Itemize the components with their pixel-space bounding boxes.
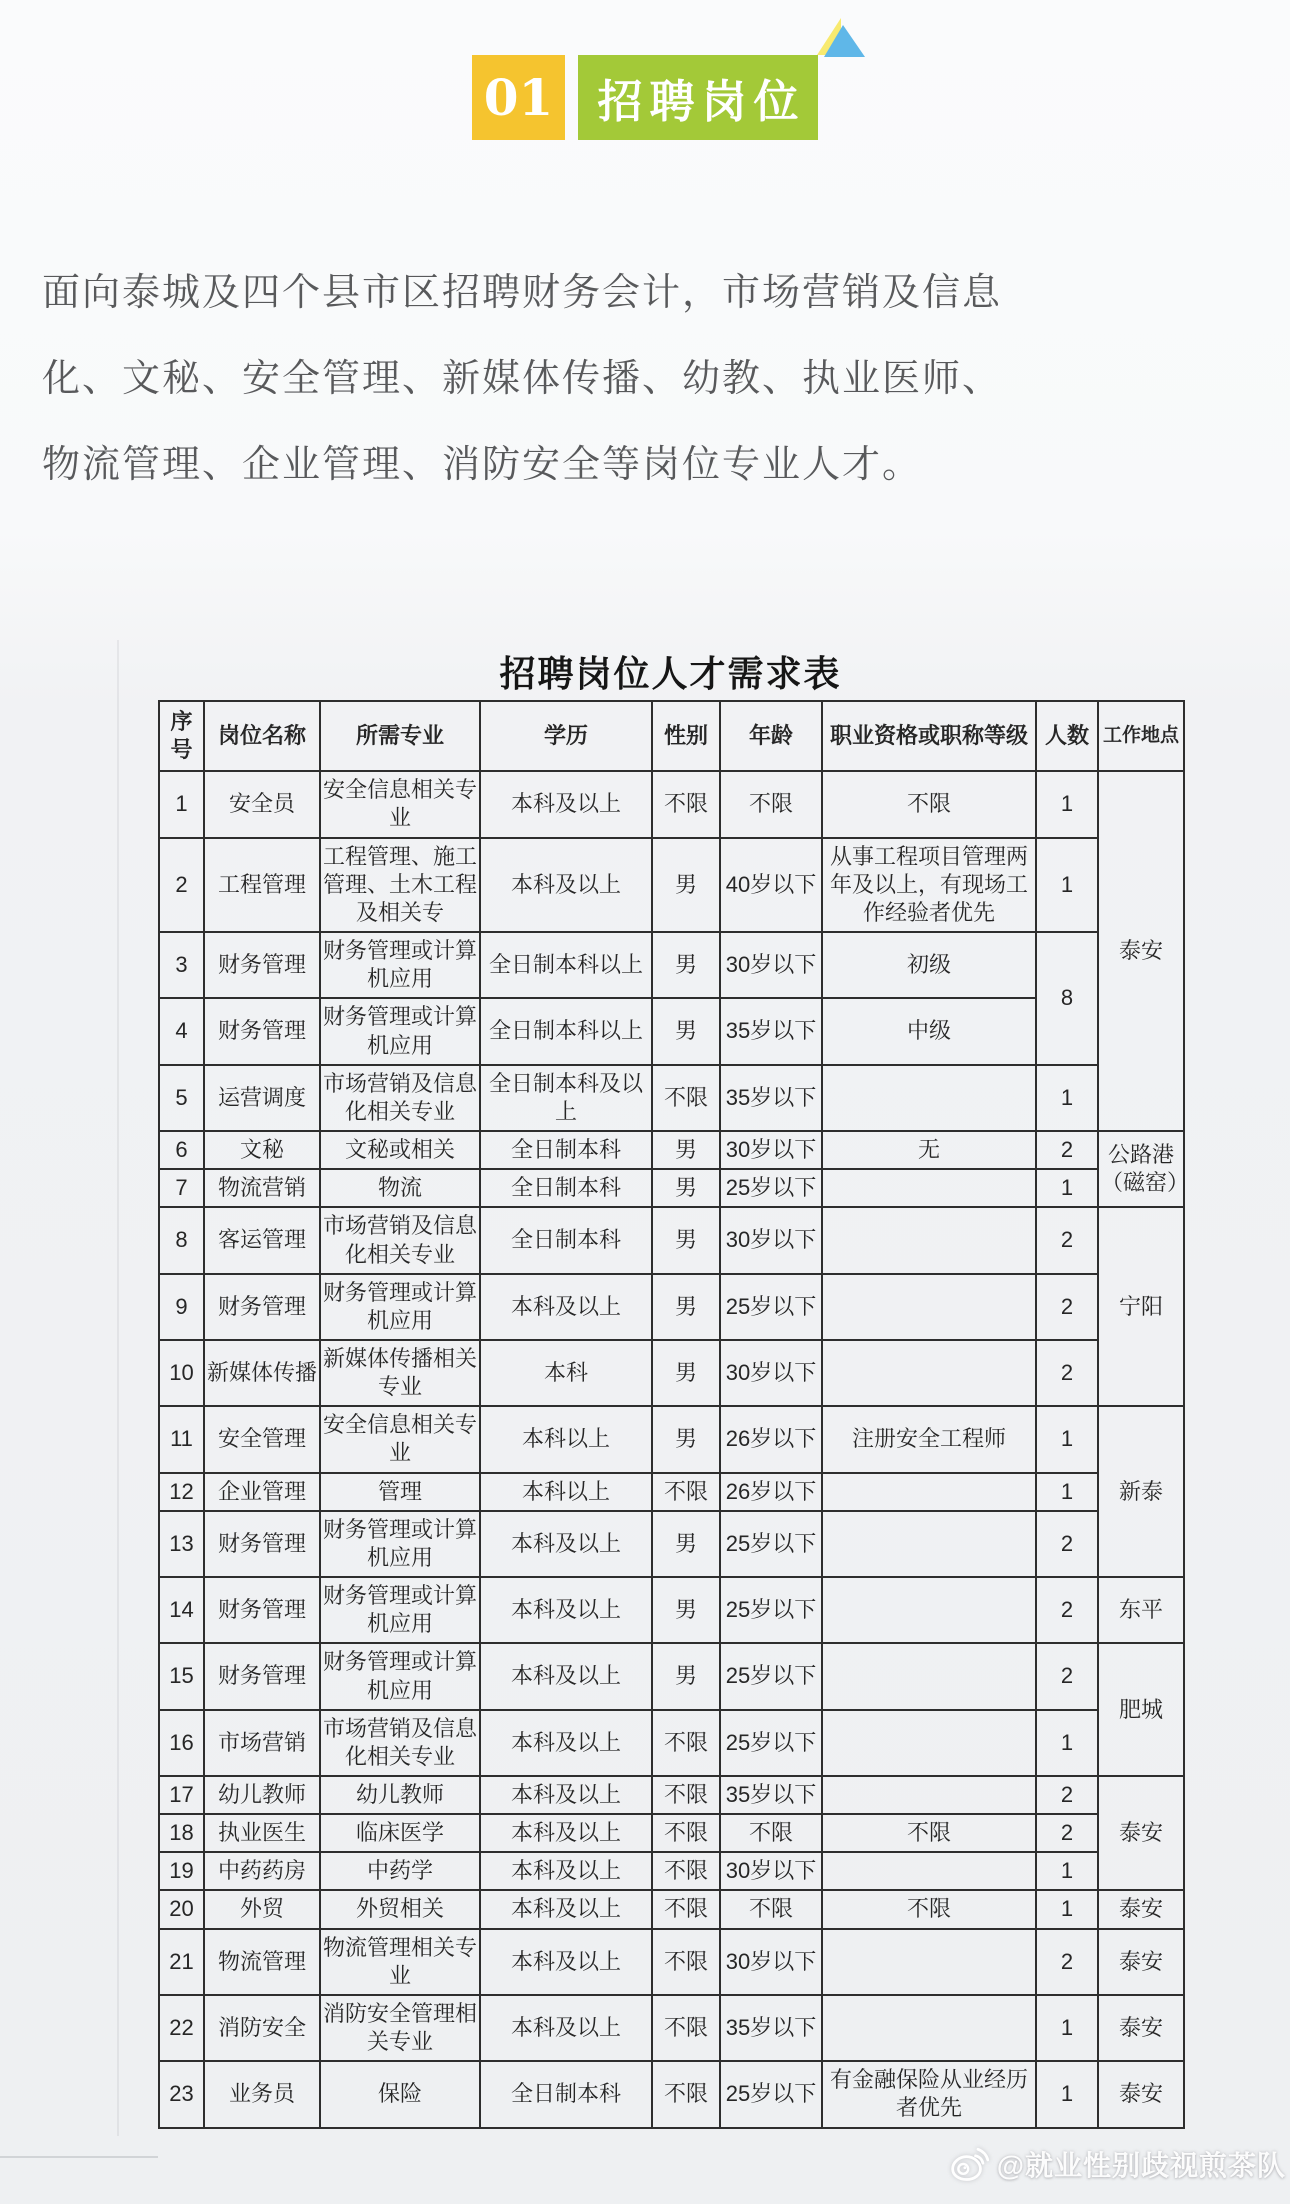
- cell-position: 新媒体传播: [204, 1340, 320, 1406]
- cell-major: 市场营销及信息化相关专业: [320, 1207, 480, 1273]
- scan-edge-horizontal: [0, 2156, 158, 2158]
- cell-major: 财务管理或计算机应用: [320, 932, 480, 998]
- cell-major: 市场营销及信息化相关专业: [320, 1065, 480, 1131]
- cell-major: 财务管理或计算机应用: [320, 1577, 480, 1643]
- cell-position: 市场营销: [204, 1710, 320, 1776]
- table-row: [159, 998, 1184, 1064]
- cell-qualification: [822, 1473, 1036, 1511]
- section-title-badge: 招聘岗位: [578, 55, 818, 140]
- cell-count: 1: [1036, 771, 1098, 837]
- cell-qualification: [822, 1929, 1036, 1995]
- section-header: [472, 55, 818, 140]
- cell-gender: 不限: [652, 1890, 720, 1928]
- cell-age: 25岁以下: [720, 1274, 822, 1340]
- cell-education: 全日制本科: [480, 1131, 652, 1169]
- cell-age: 30岁以下: [720, 1207, 822, 1273]
- cell-gender: 男: [652, 932, 720, 998]
- cell-location: 泰安: [1098, 771, 1184, 1131]
- table-row: [159, 771, 1184, 837]
- cell-position: 财务管理: [204, 1577, 320, 1643]
- watermark-text: @就业性别歧视煎茶队: [996, 2150, 1286, 2181]
- cell-age: 30岁以下: [720, 1852, 822, 1890]
- cell-major: 幼儿教师: [320, 1776, 480, 1814]
- table-row: [159, 1207, 1184, 1273]
- cell-position: 工程管理: [204, 838, 320, 932]
- cell-no: 3: [159, 932, 204, 998]
- cell-no: 12: [159, 1473, 204, 1511]
- table-row: [159, 1511, 1184, 1577]
- cell-qualification: [822, 1710, 1036, 1776]
- cell-qualification: 注册安全工程师: [822, 1406, 1036, 1472]
- table-row: [159, 1890, 1184, 1928]
- column-header-gender: 性别: [652, 701, 720, 771]
- cell-qualification: 无: [822, 1131, 1036, 1169]
- cell-count: 2: [1036, 1577, 1098, 1643]
- cell-qualification: 不限: [822, 771, 1036, 837]
- cell-major: 物流管理相关专业: [320, 1929, 480, 1995]
- column-header-location: 工作地点: [1098, 701, 1184, 771]
- cell-age: 不限: [720, 771, 822, 837]
- cell-count: 1: [1036, 1852, 1098, 1890]
- cell-no: 20: [159, 1890, 204, 1928]
- cell-no: 17: [159, 1776, 204, 1814]
- table-row: [159, 1274, 1184, 1340]
- cell-major: 安全信息相关专业: [320, 771, 480, 837]
- cell-age: 35岁以下: [720, 1065, 822, 1131]
- cell-gender: 不限: [652, 1995, 720, 2061]
- cell-qualification: 初级: [822, 932, 1036, 998]
- table-row: [159, 1131, 1184, 1169]
- cell-age: 26岁以下: [720, 1473, 822, 1511]
- intro-line: 物流管理、企业管理、消防安全等岗位专业人才。: [42, 444, 923, 486]
- cell-no: 9: [159, 1274, 204, 1340]
- cell-major: 文秘或相关: [320, 1131, 480, 1169]
- cell-gender: 男: [652, 1577, 720, 1643]
- cell-no: 16: [159, 1710, 204, 1776]
- table-row: [159, 1577, 1184, 1643]
- cell-count: 1: [1036, 1065, 1098, 1131]
- table-row: [159, 2061, 1184, 2127]
- cell-position: 财务管理: [204, 1511, 320, 1577]
- table-row: [159, 1929, 1184, 1995]
- cell-no: 11: [159, 1406, 204, 1472]
- cell-gender: 不限: [652, 1852, 720, 1890]
- cell-count: 2: [1036, 1643, 1098, 1709]
- table-row: [159, 932, 1184, 998]
- cell-position: 文秘: [204, 1131, 320, 1169]
- cell-no: 23: [159, 2061, 204, 2127]
- cell-major: 安全信息相关专业: [320, 1406, 480, 1472]
- cell-age: 不限: [720, 1814, 822, 1852]
- cell-age: 26岁以下: [720, 1406, 822, 1472]
- cell-position: 安全管理: [204, 1406, 320, 1472]
- cell-education: 全日制本科: [480, 1207, 652, 1273]
- cell-count: 2: [1036, 1131, 1098, 1169]
- cell-no: 1: [159, 771, 204, 837]
- cell-education: 本科: [480, 1340, 652, 1406]
- column-header-count: 人数: [1036, 701, 1098, 771]
- cell-gender: 男: [652, 1406, 720, 1472]
- cell-major: 财务管理或计算机应用: [320, 1643, 480, 1709]
- cell-location: 泰安: [1098, 1929, 1184, 1995]
- cell-count: 8: [1036, 932, 1098, 1065]
- cell-major: 消防安全管理相关专业: [320, 1995, 480, 2061]
- cell-position: 外贸: [204, 1890, 320, 1928]
- cell-age: 25岁以下: [720, 1511, 822, 1577]
- cell-qualification: 从事工程项目管理两年及以上，有现场工作经验者优先: [822, 838, 1036, 932]
- cell-education: 本科及以上: [480, 1890, 652, 1928]
- cell-education: 全日制本科及以上: [480, 1065, 652, 1131]
- table-row: [159, 1340, 1184, 1406]
- cell-position: 业务员: [204, 2061, 320, 2127]
- column-header-no: 序号: [159, 701, 204, 771]
- cell-position: 执业医生: [204, 1814, 320, 1852]
- cell-qualification: 不限: [822, 1814, 1036, 1852]
- column-header-education: 学历: [480, 701, 652, 771]
- cell-no: 5: [159, 1065, 204, 1131]
- cell-count: 1: [1036, 1169, 1098, 1207]
- column-header-major: 所需专业: [320, 701, 480, 771]
- cell-education: 全日制本科以上: [480, 932, 652, 998]
- cell-no: 15: [159, 1643, 204, 1709]
- table-header-row: [159, 701, 1184, 771]
- cell-age: 40岁以下: [720, 838, 822, 932]
- cell-qualification: [822, 1995, 1036, 2061]
- cell-education: 全日制本科: [480, 1169, 652, 1207]
- table-row: [159, 838, 1184, 932]
- cell-major: 工程管理、施工管理、土木工程及相关专: [320, 838, 480, 932]
- cell-qualification: [822, 1065, 1036, 1131]
- table-row: [159, 1065, 1184, 1131]
- cell-age: 不限: [720, 1890, 822, 1928]
- cell-qualification: [822, 1274, 1036, 1340]
- cell-location: 泰安: [1098, 2061, 1184, 2127]
- cell-education: 本科及以上: [480, 1643, 652, 1709]
- cell-education: 本科及以上: [480, 838, 652, 932]
- cell-education: 全日制本科以上: [480, 998, 652, 1064]
- cell-education: 本科及以上: [480, 1852, 652, 1890]
- cell-qualification: 有金融保险从业经历者优先: [822, 2061, 1036, 2127]
- cell-position: 财务管理: [204, 998, 320, 1064]
- cell-location: 泰安: [1098, 1776, 1184, 1890]
- cell-qualification: [822, 1169, 1036, 1207]
- cell-major: 保险: [320, 2061, 480, 2127]
- cell-count: 2: [1036, 1511, 1098, 1577]
- cell-position: 幼儿教师: [204, 1776, 320, 1814]
- cell-position: 财务管理: [204, 1643, 320, 1709]
- cell-age: 25岁以下: [720, 2061, 822, 2127]
- cell-education: 本科及以上: [480, 1274, 652, 1340]
- cell-no: 13: [159, 1511, 204, 1577]
- cell-age: 30岁以下: [720, 1340, 822, 1406]
- cell-gender: 男: [652, 1169, 720, 1207]
- cell-position: 财务管理: [204, 932, 320, 998]
- cell-gender: 男: [652, 1511, 720, 1577]
- column-header-age: 年龄: [720, 701, 822, 771]
- cell-education: 本科及以上: [480, 1995, 652, 2061]
- cell-qualification: [822, 1852, 1036, 1890]
- intro-line: 化、文秘、安全管理、新媒体传播、幼教、执业医师、: [42, 358, 1003, 400]
- cell-no: 22: [159, 1995, 204, 2061]
- cell-location: 泰安: [1098, 1890, 1184, 1928]
- cell-age: 25岁以下: [720, 1577, 822, 1643]
- column-header-position: 岗位名称: [204, 701, 320, 771]
- cell-gender: 男: [652, 1643, 720, 1709]
- cell-gender: 男: [652, 1340, 720, 1406]
- cell-count: 2: [1036, 1929, 1098, 1995]
- cell-position: 安全员: [204, 771, 320, 837]
- cell-count: 2: [1036, 1814, 1098, 1852]
- cell-gender: 男: [652, 838, 720, 932]
- cell-age: 35岁以下: [720, 1995, 822, 2061]
- cell-count: 2: [1036, 1776, 1098, 1814]
- cell-major: 财务管理或计算机应用: [320, 998, 480, 1064]
- cell-age: 30岁以下: [720, 1929, 822, 1995]
- recruitment-table: [158, 700, 1190, 2129]
- cell-gender: 不限: [652, 1776, 720, 1814]
- cell-gender: 不限: [652, 1710, 720, 1776]
- cell-no: 4: [159, 998, 204, 1064]
- cell-education: 全日制本科: [480, 2061, 652, 2127]
- cell-gender: 不限: [652, 771, 720, 837]
- cell-education: 本科及以上: [480, 1577, 652, 1643]
- cell-education: 本科及以上: [480, 1776, 652, 1814]
- cell-position: 财务管理: [204, 1274, 320, 1340]
- cell-qualification: [822, 1577, 1036, 1643]
- cell-major: 财务管理或计算机应用: [320, 1274, 480, 1340]
- table-row: [159, 1643, 1184, 1709]
- cell-no: 2: [159, 838, 204, 932]
- cell-location: 宁阳: [1098, 1207, 1184, 1406]
- cell-major: 物流: [320, 1169, 480, 1207]
- cell-education: 本科及以上: [480, 1710, 652, 1776]
- cell-count: 1: [1036, 1890, 1098, 1928]
- cell-count: 1: [1036, 838, 1098, 932]
- cell-qualification: 中级: [822, 998, 1036, 1064]
- cell-age: 25岁以下: [720, 1169, 822, 1207]
- cell-age: 25岁以下: [720, 1643, 822, 1709]
- corner-triangles-icon: [805, 13, 869, 57]
- cell-location: 新泰: [1098, 1406, 1184, 1577]
- table-row: [159, 1776, 1184, 1814]
- table-row: [159, 1852, 1184, 1890]
- intro-line: 面向泰城及四个县市区招聘财务会计，市场营销及信息: [42, 272, 1003, 314]
- cell-qualification: [822, 1511, 1036, 1577]
- cell-major: 市场营销及信息化相关专业: [320, 1710, 480, 1776]
- table-row: [159, 1169, 1184, 1207]
- cell-gender: 不限: [652, 1065, 720, 1131]
- cell-no: 19: [159, 1852, 204, 1890]
- cell-no: 18: [159, 1814, 204, 1852]
- cell-count: 1: [1036, 2061, 1098, 2127]
- cell-count: 1: [1036, 1473, 1098, 1511]
- table-body: [159, 771, 1190, 2127]
- cell-qualification: [822, 1340, 1036, 1406]
- cell-qualification: [822, 1207, 1036, 1273]
- scan-edge-vertical: [117, 640, 119, 2136]
- cell-education: 本科及以上: [480, 1929, 652, 1995]
- cell-education: 本科以上: [480, 1473, 652, 1511]
- cell-age: 35岁以下: [720, 998, 822, 1064]
- cell-education: 本科以上: [480, 1406, 652, 1472]
- cell-no: 7: [159, 1169, 204, 1207]
- cell-no: 21: [159, 1929, 204, 1995]
- cell-no: 14: [159, 1577, 204, 1643]
- cell-location: 公路港（磁窑）: [1098, 1131, 1184, 1207]
- cell-education: 本科及以上: [480, 771, 652, 837]
- cell-major: 财务管理或计算机应用: [320, 1511, 480, 1577]
- cell-location: 东平: [1098, 1577, 1184, 1643]
- cell-gender: 不限: [652, 2061, 720, 2127]
- cell-position: 中药药房: [204, 1852, 320, 1890]
- cell-gender: 男: [652, 1131, 720, 1169]
- table-title: 招聘岗位人才需求表: [499, 653, 842, 695]
- cell-major: 外贸相关: [320, 1890, 480, 1928]
- cell-education: 本科及以上: [480, 1511, 652, 1577]
- cell-no: 8: [159, 1207, 204, 1273]
- cell-age: 30岁以下: [720, 1131, 822, 1169]
- cell-position: 运营调度: [204, 1065, 320, 1131]
- cell-count: 2: [1036, 1340, 1098, 1406]
- cell-position: 企业管理: [204, 1473, 320, 1511]
- table-row: [159, 1814, 1184, 1852]
- cell-count: 1: [1036, 1406, 1098, 1472]
- cell-major: 新媒体传播相关专业: [320, 1340, 480, 1406]
- cell-gender: 男: [652, 1274, 720, 1340]
- cell-no: 10: [159, 1340, 204, 1406]
- section-number-badge: 01: [472, 55, 565, 140]
- cell-position: 客运管理: [204, 1207, 320, 1273]
- table-row: [159, 1406, 1184, 1472]
- cell-no: 6: [159, 1131, 204, 1169]
- cell-major: 临床医学: [320, 1814, 480, 1852]
- cell-age: 25岁以下: [720, 1710, 822, 1776]
- cell-qualification: 不限: [822, 1890, 1036, 1928]
- cell-position: 消防安全: [204, 1995, 320, 2061]
- cell-location: 肥城: [1098, 1643, 1184, 1776]
- intro-paragraph: [42, 250, 1052, 508]
- cell-gender: 男: [652, 1207, 720, 1273]
- cell-position: 物流营销: [204, 1169, 320, 1207]
- cell-age: 35岁以下: [720, 1776, 822, 1814]
- column-header-qualification: 职业资格或职称等级: [822, 701, 1036, 771]
- cell-count: 2: [1036, 1207, 1098, 1273]
- table-row: [159, 1995, 1184, 2061]
- recruitment-table-wrap: [158, 700, 1190, 2129]
- weibo-icon: [949, 2146, 989, 2182]
- table-row: [159, 1473, 1184, 1511]
- cell-position: 物流管理: [204, 1929, 320, 1995]
- cell-qualification: [822, 1776, 1036, 1814]
- cell-gender: 男: [652, 998, 720, 1064]
- cell-count: 1: [1036, 1995, 1098, 2061]
- cell-gender: 不限: [652, 1814, 720, 1852]
- cell-education: 本科及以上: [480, 1814, 652, 1852]
- table-row: [159, 1710, 1184, 1776]
- cell-count: 1: [1036, 1710, 1098, 1776]
- watermark: [949, 2144, 1286, 2184]
- table-header-row: [159, 701, 1184, 771]
- cell-gender: 不限: [652, 1929, 720, 1995]
- cell-major: 管理: [320, 1473, 480, 1511]
- cell-qualification: [822, 1643, 1036, 1709]
- cell-gender: 不限: [652, 1473, 720, 1511]
- cell-location: 泰安: [1098, 1995, 1184, 2061]
- cell-major: 中药学: [320, 1852, 480, 1890]
- cell-age: 30岁以下: [720, 932, 822, 998]
- cell-count: 2: [1036, 1274, 1098, 1340]
